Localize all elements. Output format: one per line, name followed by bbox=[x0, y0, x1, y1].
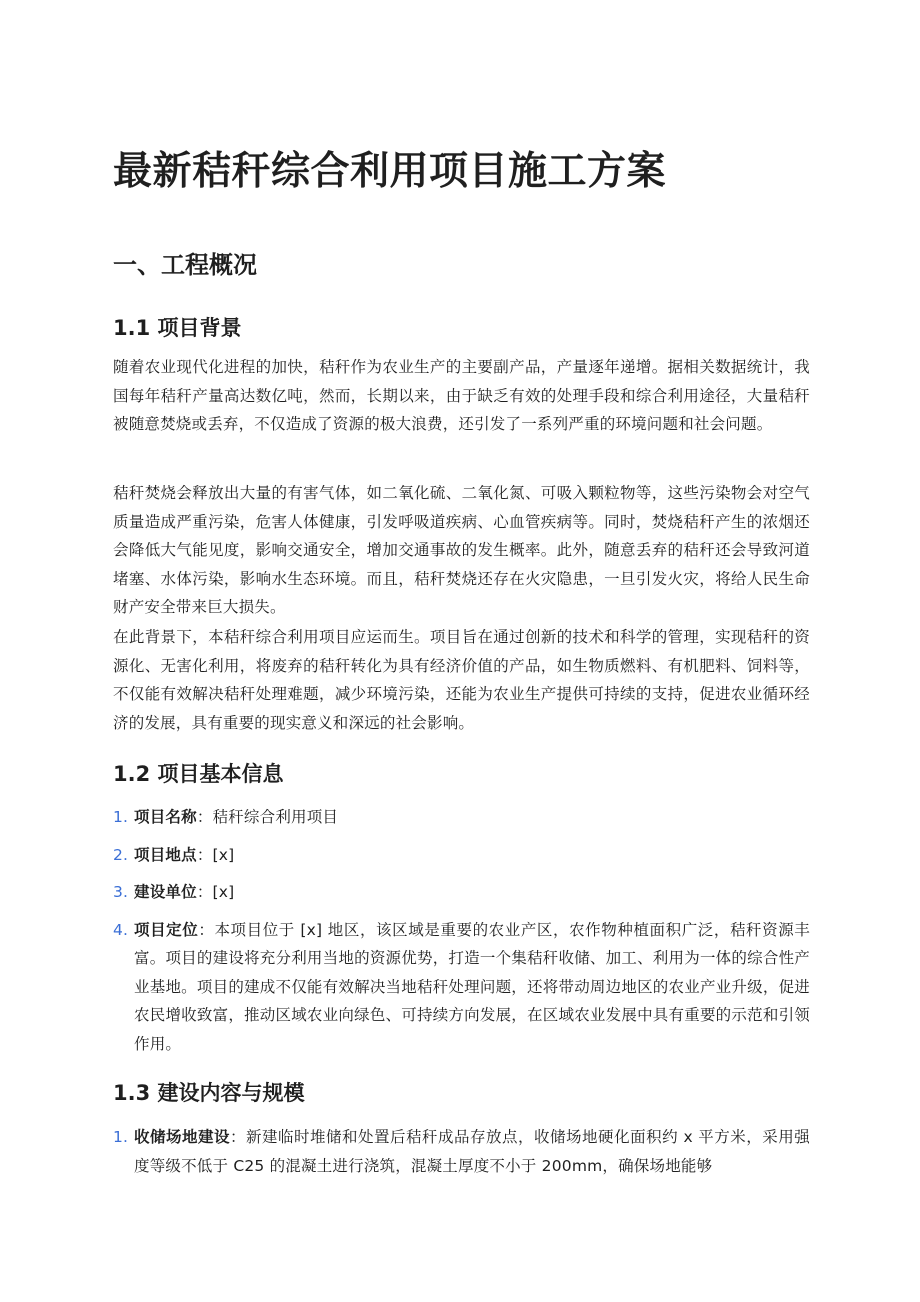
list-item-separator: ： bbox=[196, 845, 213, 864]
list-item-separator: ： bbox=[196, 808, 213, 826]
background-paragraph-1: 随着农业现代化进程的加快，秸秆作为农业生产的主要副产品，产量逐年递增。据相关数据统计，我国每年秸秆产量高达数亿吨，然而，长期以来，由于缺乏有效的处理手段和综合利用途径，大量秸秆被随意焚烧或丢弃，不仅造成了资源的极大浪费，还引发了一系列严重的环境问题和社会问题。 bbox=[113, 358, 810, 433]
list-item-separator: ： bbox=[230, 1128, 247, 1146]
background-paragraph-3: 在此背景下，本秸秆综合利用项目应运而生。项目旨在通过创新的技术和科学的管理，实现秸秆的资源化、无害化利用，将废弃的秸秆转化为具有经济价值的产品，如生物质燃料、有机肥料、饲料等，不仅能有效解决秸秆处理难题，减少环境污染，还能为农业生产提供可持续的支持，促进农业循环经济的发展，具有重要的现实意义和深远的社会影响。 bbox=[113, 628, 810, 732]
basic-info-list bbox=[113, 803, 810, 1067]
list-item-separator: ： bbox=[196, 883, 213, 901]
section-heading-overview: 一、工程概况 bbox=[113, 251, 257, 279]
list-item bbox=[113, 803, 810, 832]
construction-list bbox=[113, 1123, 810, 1189]
list-item-value: 本项目位于 [x] 地区，该区域是重要的农业产区，农作物种植面积广泛，秸秆资源丰富。项目的建设将充分利用当地的资源优势，打造一个集秸秆收储、加工、利用为一体的综合性产业基地。项目的建成不仅能有效解决当地秸秆处理问题，还将带动周边地区的农业产业升级，促进农民增收致富，推动区域农业向绿色、可持续方向发展，在区域农业发展中具有重要的示范和引领作用。 bbox=[134, 920, 811, 1053]
list-item bbox=[113, 1123, 810, 1180]
list-item-key: 项目地点 bbox=[134, 845, 197, 864]
list-number: 1. bbox=[113, 1128, 129, 1146]
subsection-heading-construction: 1.3 建设内容与规模 bbox=[113, 1081, 305, 1105]
list-item-key: 建设单位 bbox=[134, 883, 197, 901]
background-paragraph-2: 秸秆焚烧会释放出大量的有害气体，如二氧化硫、二氧化氮、可吸入颗粒物等，这些污染物会对空气质量造成严重污染，危害人体健康，引发呼吸道疾病、心血管疾病等。同时，焚烧秸秆产生的浓烟还会降低大气能见度，影响交通安全，增加交通事故的发生概率。此外，随意丢弃的秸秆还会导致河道堵塞、水体污染，影响水生态环境。而且，秸秆焚烧还存在火灾隐患，一旦引发火灾，将给人民生命财产安全带来巨大损失。 bbox=[113, 484, 810, 616]
list-number: 4. bbox=[113, 920, 129, 939]
list-number: 2. bbox=[113, 845, 129, 864]
list-item-key: 收储场地建设 bbox=[134, 1128, 231, 1146]
list-item-value: [x] bbox=[212, 883, 235, 901]
subsection-heading-basic-info: 1.2 项目基本信息 bbox=[113, 762, 284, 786]
list-item bbox=[113, 916, 810, 1059]
list-item-separator: ： bbox=[198, 920, 215, 939]
subsection-heading-background: 1.1 项目背景 bbox=[113, 316, 242, 340]
list-item-value: [x] bbox=[212, 845, 235, 864]
list-number: 3. bbox=[113, 883, 129, 901]
list-item-value: 新建临时堆储和处置后秸秆成品存放点，收储场地硬化面积约 x 平方米，采用强度等级不低于 C25 的混凝土进行浇筑，混凝土厚度不小于 200mm，确保场地能够 bbox=[134, 1128, 811, 1175]
list-item-key: 项目名称 bbox=[134, 808, 197, 826]
list-number: 1. bbox=[113, 808, 129, 826]
list-item bbox=[113, 878, 810, 907]
document-title: 最新秸秆综合利用项目施工方案 bbox=[113, 149, 667, 194]
list-item-value: 秸秆综合利用项目 bbox=[212, 808, 339, 826]
list-item-key: 项目定位 bbox=[134, 920, 199, 939]
list-item bbox=[113, 841, 810, 870]
